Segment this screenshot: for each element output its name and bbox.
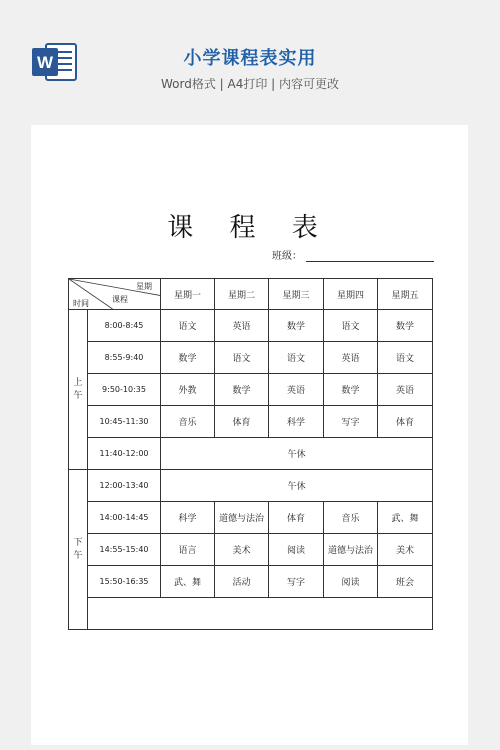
course-cell: 语言 — [161, 534, 215, 566]
course-cell: 英语 — [269, 374, 324, 406]
course-cell: 阅读 — [324, 566, 378, 598]
course-cell: 班会 — [378, 566, 433, 598]
course-cell: 科学 — [161, 502, 215, 534]
time-cell: 8:00-8:45 — [88, 310, 161, 342]
table-row — [69, 534, 433, 566]
table-row — [69, 406, 433, 438]
course-cell: 体育 — [215, 406, 269, 438]
time-cell: 15:50-16:35 — [88, 566, 161, 598]
corner-day-label: 星期 — [136, 282, 152, 291]
course-cell: 写字 — [324, 406, 378, 438]
course-cell: 美术 — [378, 534, 433, 566]
day-header: 星期二 — [215, 279, 269, 310]
class-field — [272, 247, 434, 262]
table-row — [69, 342, 433, 374]
time-cell: 9:50-10:35 — [88, 374, 161, 406]
banner-subtitle: Word格式 | A4打印 | 内容可更改 — [160, 77, 340, 91]
lunch-break-cell: 午休 — [161, 438, 433, 470]
course-cell: 武、舞 — [378, 502, 433, 534]
course-cell: 英语 — [324, 342, 378, 374]
document-title: 课 程 表 — [167, 213, 332, 243]
course-cell: 写字 — [269, 566, 324, 598]
course-cell: 数学 — [161, 342, 215, 374]
course-cell: 语文 — [378, 342, 433, 374]
time-cell: 11:40-12:00 — [88, 438, 161, 470]
course-cell: 英语 — [378, 374, 433, 406]
course-cell: 美术 — [215, 534, 269, 566]
course-cell: 数学 — [269, 310, 324, 342]
banner-title: 小学课程表实用 — [183, 48, 317, 69]
class-label: 班级： — [272, 251, 302, 262]
table-row — [69, 502, 433, 534]
day-header: 星期四 — [324, 279, 378, 310]
day-header: 星期五 — [378, 279, 433, 310]
course-cell: 语文 — [324, 310, 378, 342]
afternoon-label: 下 午 — [69, 470, 88, 630]
empty-cell — [88, 598, 433, 630]
course-cell: 音乐 — [161, 406, 215, 438]
class-blank-line — [306, 249, 434, 262]
course-cell: 数学 — [215, 374, 269, 406]
day-header: 星期三 — [269, 279, 324, 310]
course-cell: 英语 — [215, 310, 269, 342]
course-cell: 阅读 — [269, 534, 324, 566]
table-row — [69, 470, 433, 502]
course-cell: 数学 — [324, 374, 378, 406]
time-cell: 14:55-15:40 — [88, 534, 161, 566]
svg-text:W: W — [36, 53, 54, 72]
day-header: 星期一 — [161, 279, 215, 310]
lunch-break-cell: 午休 — [161, 470, 433, 502]
course-cell: 外教 — [161, 374, 215, 406]
course-cell: 科学 — [269, 406, 324, 438]
time-cell: 14:00-14:45 — [88, 502, 161, 534]
time-cell: 10:45-11:30 — [88, 406, 161, 438]
table-row — [69, 310, 433, 342]
schedule-table — [68, 278, 433, 630]
course-cell: 数学 — [378, 310, 433, 342]
course-cell: 语文 — [269, 342, 324, 374]
corner-course-label: 课程 — [112, 295, 128, 304]
course-cell: 语文 — [161, 310, 215, 342]
course-cell: 武、舞 — [161, 566, 215, 598]
course-cell: 体育 — [378, 406, 433, 438]
corner-cell — [69, 279, 161, 310]
banner — [0, 0, 500, 110]
course-cell: 活动 — [215, 566, 269, 598]
document-page — [31, 125, 468, 745]
course-cell: 体育 — [269, 502, 324, 534]
empty-row — [69, 598, 433, 630]
table-row — [69, 566, 433, 598]
course-cell: 音乐 — [324, 502, 378, 534]
course-cell: 道德与法治 — [324, 534, 378, 566]
course-cell: 语文 — [215, 342, 269, 374]
corner-time-label: 时间 — [73, 299, 89, 308]
course-cell: 道德与法治 — [215, 502, 269, 534]
time-cell: 12:00-13:40 — [88, 470, 161, 502]
table-row — [69, 438, 433, 470]
header-row — [69, 279, 433, 310]
time-cell: 8:55-9:40 — [88, 342, 161, 374]
table-row — [69, 374, 433, 406]
morning-label: 上 午 — [69, 310, 88, 470]
